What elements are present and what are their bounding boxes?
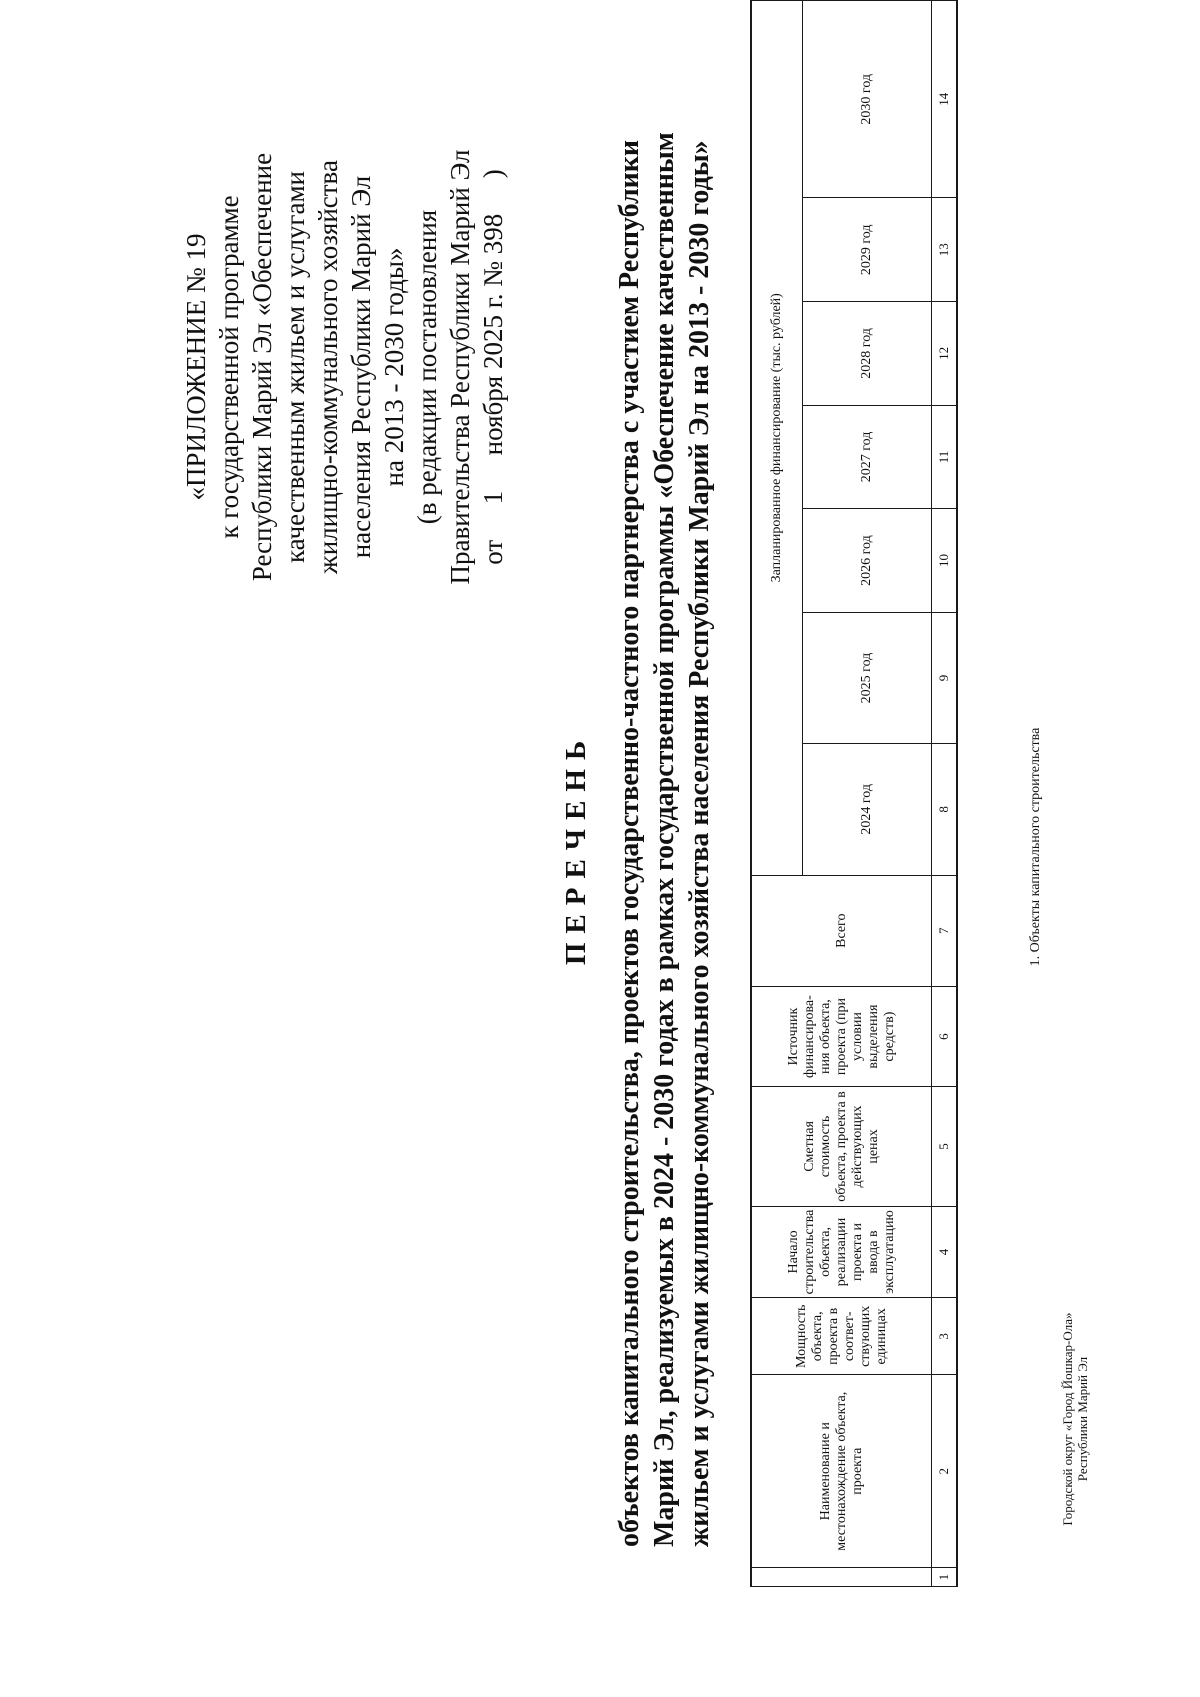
header-name-location: Наименование и местонахождение объекта, проекта xyxy=(751,1375,932,1568)
appendix-line: на 2013 - 2030 годы» xyxy=(379,247,409,487)
appendix-block xyxy=(180,117,510,617)
appendix-line: Республики Марий Эл «Обеспечение xyxy=(247,152,277,582)
column-number: 10 xyxy=(932,509,958,613)
header-year: 2025 год xyxy=(803,612,932,743)
column-number: 9 xyxy=(932,612,958,743)
column-number: 12 xyxy=(932,302,958,406)
place-line: Городской округ «Город Йошкар-Ола» xyxy=(1060,1312,1075,1526)
objects-table xyxy=(750,0,958,1587)
header-year: 2026 год xyxy=(803,509,932,613)
subtitle-line: объектов капитального строительства, проектов государственно-частного партнерства с участием Республики xyxy=(614,139,645,1547)
place-line: Республики Марий Эл xyxy=(1075,1356,1090,1482)
header-year: 2029 год xyxy=(803,198,932,302)
date-text: ноября 2025 г. № xyxy=(478,261,508,456)
document-subtitle xyxy=(612,47,717,1547)
column-number: 4 xyxy=(932,1206,958,1298)
date-day: 1 xyxy=(478,490,508,505)
closing-paren: ) xyxy=(478,169,508,179)
appendix-line: населения Республики Марий Эл xyxy=(346,175,376,559)
section-caption: 1. Объекты капитального строительства xyxy=(1028,727,1043,967)
date-prefix: от xyxy=(478,539,508,565)
appendix-line: Правительства Республики Марий Эл xyxy=(445,149,475,585)
document-heading: ПЕРЕЧЕНЬ xyxy=(560,731,592,966)
column-number: 8 xyxy=(932,744,958,875)
header-planned-financing: Запланированное финансирование (тыс. рублей) xyxy=(751,1,803,876)
column-number: 3 xyxy=(932,1298,958,1375)
column-number: 14 xyxy=(932,1,958,199)
appendix-date-line xyxy=(477,117,510,617)
appendix-line: жилищно-коммунального хозяйства xyxy=(313,160,343,574)
decree-number: 398 xyxy=(478,213,508,255)
appendix-line: (в редакции постановления xyxy=(412,209,442,525)
column-number: 2 xyxy=(932,1375,958,1568)
header-year: 2024 год xyxy=(803,744,932,875)
subtitle-line: жильем и услугами жилищно-коммунального хозяйства населения Республики Марий Эл на 2013 - 2030 годы» xyxy=(684,140,715,1547)
header-year: 2030 год xyxy=(803,1,932,199)
header-col-1 xyxy=(751,1568,932,1587)
column-number: 1 xyxy=(932,1568,958,1587)
column-number: 11 xyxy=(932,405,958,509)
column-number: 13 xyxy=(932,198,958,302)
appendix-line: качественным жильем и услугами xyxy=(280,170,310,564)
place-label xyxy=(1060,1249,1090,1589)
appendix-line: к государственной программе xyxy=(214,195,244,539)
column-number: 6 xyxy=(932,986,958,1086)
header-funding-source: Источник финансирова-ния объекта, проекта (при условии выделения средств) xyxy=(751,986,932,1086)
header-total: Всего xyxy=(751,875,932,986)
column-number: 5 xyxy=(932,1087,958,1206)
header-year: 2028 год xyxy=(803,302,932,406)
subtitle-line: Марий Эл, реализуемых в 2024 - 2030 годах в рамках государственной программы «Обеспечение качественным xyxy=(649,132,680,1547)
column-number: 7 xyxy=(932,875,958,986)
header-capacity: Мощность объекта, проекта в соответ-ствующих единицах xyxy=(751,1298,932,1375)
header-year: 2027 год xyxy=(803,405,932,509)
header-estimated-cost: Сметная стоимость объекта, проекта в действующих ценах xyxy=(751,1087,932,1206)
header-start: Начало строительства объекта, реализации проекта и ввода в эксплуатацию xyxy=(751,1206,932,1298)
appendix-title: «ПРИЛОЖЕНИЕ № 19 xyxy=(181,233,211,501)
